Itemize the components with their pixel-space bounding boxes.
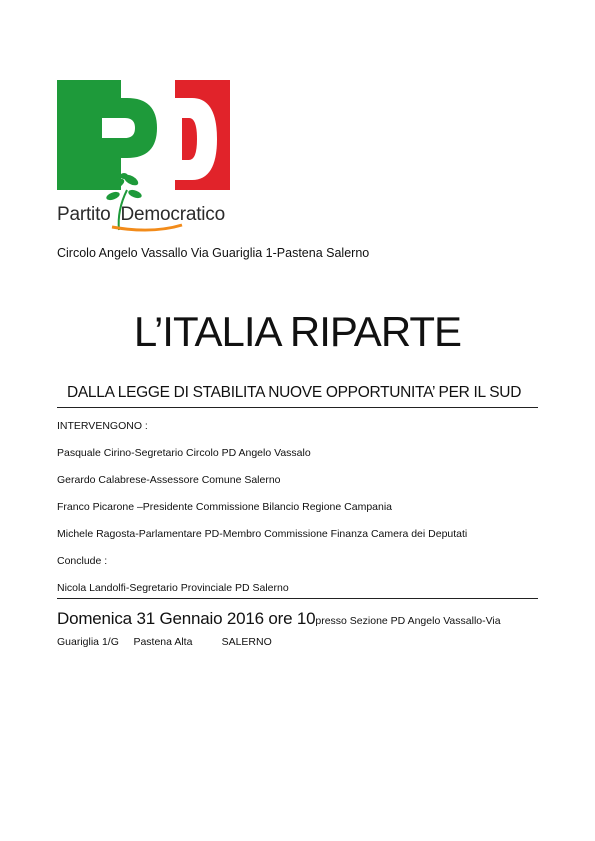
conclude-speaker: Nicola Landolfi-Segretario Provinciale PD Salerno bbox=[57, 582, 289, 594]
page-subtitle: DALLA LEGGE DI STABILITA NUOVE OPPORTUNITA’ PER IL SUD bbox=[67, 384, 522, 401]
event-place-line2: Guariglia 1/G Pastena Alta SALERNO bbox=[57, 636, 272, 648]
divider-bottom bbox=[57, 598, 538, 599]
conclude-label: Conclude : bbox=[57, 555, 108, 567]
speaker-item: Gerardo Calabrese-Assessore Comune Salerno bbox=[57, 474, 281, 486]
logo-word-democratico: Democratico bbox=[120, 204, 225, 225]
event-time: ore 10 bbox=[268, 609, 316, 628]
event-datetime bbox=[57, 609, 501, 629]
circolo-address: Circolo Angelo Vassallo Via Guariglia 1-Pastena Salerno bbox=[57, 246, 370, 260]
divider-top bbox=[57, 407, 538, 408]
page-title: L’ITALIA RIPARTE bbox=[133, 308, 462, 355]
speakers-heading: INTERVENGONO : bbox=[57, 420, 148, 432]
speaker-item: Franco Picarone –Presidente Commissione Bilancio Regione Campania bbox=[57, 501, 393, 513]
event-place-line1: presso Sezione PD Angelo Vassallo-Via bbox=[315, 615, 501, 627]
event-date: Domenica 31 Gennaio 2016 bbox=[57, 609, 264, 628]
speaker-item: Michele Ragosta-Parlamentare PD-Membro Commissione Finanza Camera dei Deputati bbox=[57, 528, 468, 540]
speaker-item: Pasquale Cirino-Segretario Circolo PD Angelo Vassalo bbox=[57, 447, 311, 459]
logo-wordmark bbox=[57, 204, 225, 226]
logo-word-partito: Partito bbox=[57, 204, 111, 225]
